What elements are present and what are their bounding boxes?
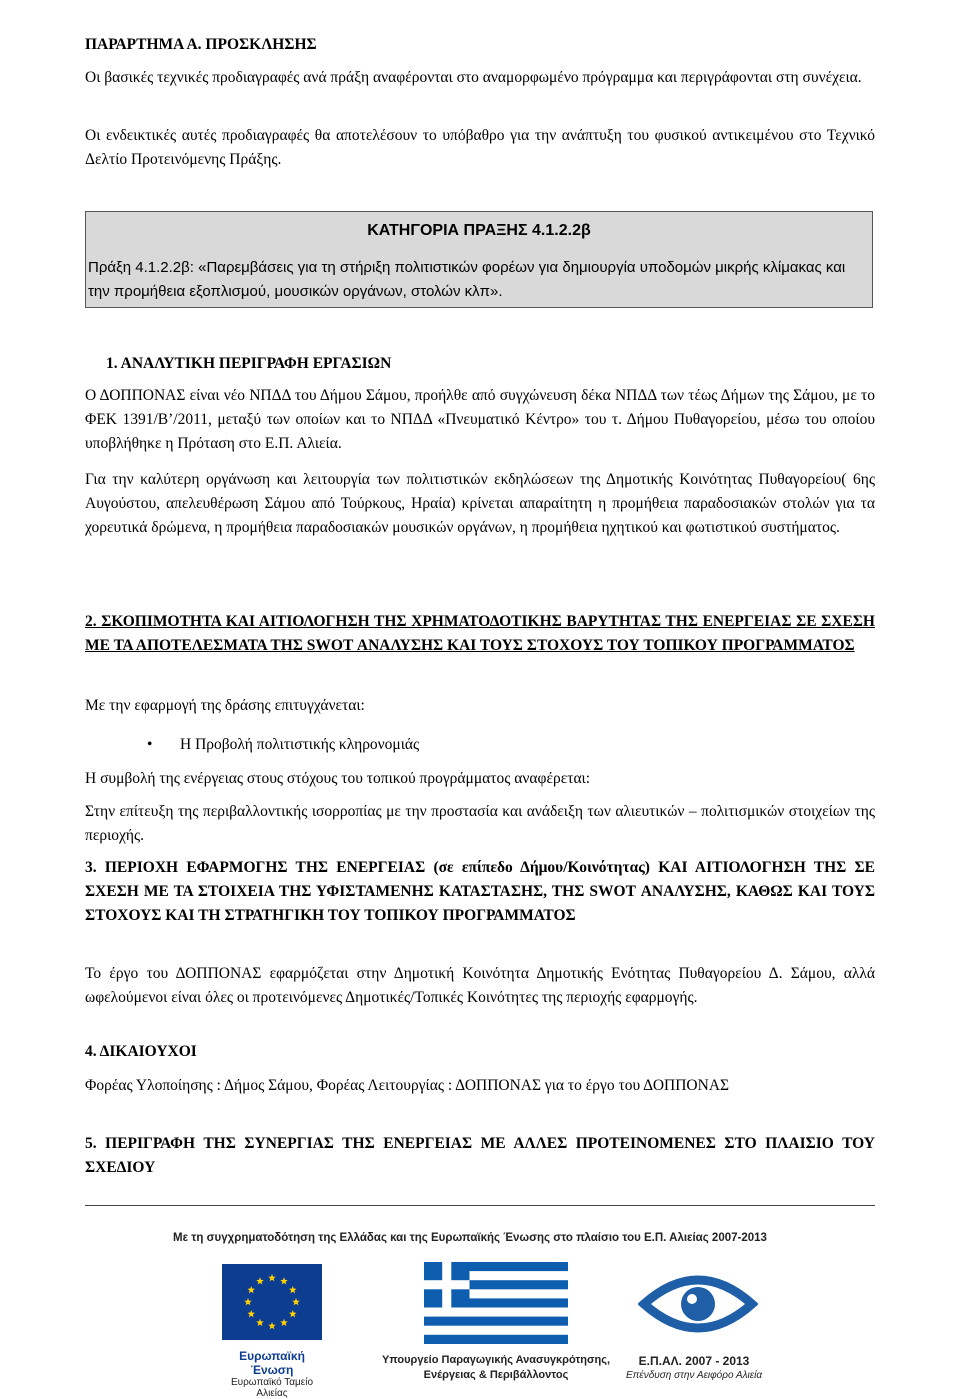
section2-title: 2. ΣΚΟΠΙΜΟΤΗΤΑ ΚΑΙ ΑΙΤΙΟΛΟΓΗΣΗ ΤΗΣ ΧΡΗΜΑΤΟΔΟΤΙΚΗΣ ΒΑΡΥΤΗΤΑΣ ΤΗΣ ΕΝΕΡΓΕΙΑΣ ΣΕ ΣΧΕΣΗ ΜΕ ΤΑ ΑΠΟΤΕΛΕΣΜΑΤΑ ΤΗΣ SWOT ΑΝΑΛΥΣΗΣ ΚΑΙ ΤΟΥΣ ΣΤΟΧΟΥΣ ΤΟΥ ΤΟΠΙΚΟΥ ΠΡΟΓΡΑΜΜΑΤΟΣ (85, 613, 875, 654)
eu-fund-caption: Ευρωπαϊκό Ταμείο Αλιείας (230, 1377, 314, 1399)
fish-eye-logo-icon (638, 1262, 758, 1344)
section2-paragraph-2: Η συμβολή της ενέργειας στους στόχους του τοπικού προγράμματος αναφέρεται: (85, 770, 591, 787)
eu-logo (218, 1262, 326, 1399)
section5-title: 5. ΠΕΡΙΓΡΑΦΗ ΤΗΣ ΣΥΝΕΡΓΙΑΣ ΤΗΣ ΕΝΕΡΓΕΙΑΣ ΜΕ ΑΛΛΕΣ ΠΡΟΤΕΙΝΟΜΕΝΕΣ ΣΤΟ ΠΛΑΙΣΙΟ ΤΟΥ ΣΧΕΔΙΟΥ (85, 1135, 875, 1176)
ministry-caption-2: Ενέργειας & Περιβάλλοντος (423, 1369, 569, 1381)
bullet-icon: • (147, 736, 153, 753)
ministry-caption-1: Υπουργείο Παραγωγικής Ανασυγκρότησης, (381, 1354, 611, 1366)
section4-title: 4. ΔΙΚΑΙΟΥΧΟΙ (85, 1043, 197, 1060)
bullet-text: Η Προβολή πολιτιστικής κληρονομιάς (180, 736, 420, 753)
eu-flag-icon (218, 1262, 326, 1344)
category-box (85, 211, 873, 308)
epal-caption-1: Ε.Π.ΑΛ. 2007 - 2013 (638, 1354, 750, 1368)
section2-paragraph-1: Με την εφαρμογή της δράσης επιτυγχάνεται: (85, 697, 365, 714)
category-text: Πράξη 4.1.2.2β: «Παρεμβάσεις για τη στήριξη πολιτιστικών φορέων για δημιουργία υποδομών μικρής κλίμακας και την προμήθεια εξοπλισμού, μουσικών οργάνων, στολών κλπ». (88, 259, 846, 300)
section2-paragraph-3: Στην επίτευξη της περιβαλλοντικής ισορροπίας με την προστασία και ανάδειξη των αλιευτικών – πολιτισμικών στοιχείων της περιοχής. (85, 803, 875, 844)
section4-paragraph-1: Φορέας Υλοποίησης : Δήμος Σάμου, Φορέας Λειτουργίας : ΔΟΠΠΟΝΑΣ για το έργο του ΔΟΠΠΟΝΑΣ (85, 1077, 730, 1094)
section3-paragraph-1: Το έργο του ΔΟΠΠΟΝΑΣ εφαρμόζεται στην Δημοτική Κοινότητα Δημοτικής Ενότητας Πυθαγορείου Δ. Σάμου, αλλά ωφελούμενοι είναι όλες οι προτεινόμενες Δημοτικές/Τοπικές Κοινότητες της περιοχής εφαρμογής. (85, 965, 875, 1006)
footer-divider (85, 1205, 875, 1206)
intro-paragraph-2: Οι ενδεικτικές αυτές προδιαγραφές θα αποτελέσουν το υπόβαθρο για την ανάπτυξη του φυσικού αντικειμένου στο Τεχνικό Δελτίο Προτεινόμενης Πράξης. (85, 127, 875, 168)
eu-caption: Ευρωπαϊκή Ένωση (239, 1349, 305, 1377)
epal-caption-2: Επένδυση στην Αειφόρο Αλιεία (625, 1370, 763, 1381)
annex-heading: ΠΑΡΑΡΤΗΜΑ Α. ΠΡΟΣΚΛΗΣΗΣ (85, 36, 317, 53)
section1-paragraph-2: Για την καλύτερη οργάνωση και λειτουργία των πολιτιστικών εκδηλώσεων της Δημοτικής Κοινότητας Πυθαγορείου( 6ης Αυγούστου, απελευθέρωση Σάμου από Τούρκους, Ηραία) κρίνεται απαραίτητη η προμήθεια παραδοσιακών στολών για τα χορευτικά δρώμενα, η προμήθεια παραδοσιακών μουσικών οργάνων, η προμήθεια ηχητικού και φωτιστικού συστήματος. (85, 471, 875, 536)
intro-paragraph-1: Οι βασικές τεχνικές προδιαγραφές ανά πράξη αναφέρονται στο αναμορφωμένο πρόγραμμα και περιγράφονται στη συνέχεια. (85, 69, 862, 86)
section1-paragraph-1: Ο ΔΟΠΠΟΝΑΣ είναι νέο ΝΠΔΔ του Δήμου Σάμου, προήλθε από συγχώνευση δέκα ΝΠΔΔ των τέως Δήμων της Σάμου, με το ΦΕΚ 1391/Β’/2011, μεταξύ των οποίων και το ΝΠΔΔ «Πνευματικό Κέντρο» του τ. Δήμου Πυθαγορείου, μέσω του οποίου υποβλήθηκε η Πρόταση στο Ε.Π. Αλιεία. (85, 387, 875, 452)
cofund-text: Με τη συγχρηματοδότηση της Ελλάδας και της Ευρωπαϊκής Ένωσης στο πλαίσιο του Ε.Π. Αλιείας 2007-2013 (173, 1232, 767, 1244)
ministry-logo (376, 1262, 616, 1386)
category-title: ΚΑΤΗΓΟΡΙΑ ΠΡΑΞΗΣ 4.1.2.2β (367, 222, 591, 239)
section1-title: 1. ΑΝΑΛΥΤΙΚΗ ΠΕΡΙΓΡΑΦΗ ΕΡΓΑΣΙΩΝ (106, 355, 392, 372)
epal-logo (610, 1262, 778, 1386)
section3-title: 3. ΠΕΡΙΟΧΗ ΕΦΑΡΜΟΓΗΣ ΤΗΣ ΕΝΕΡΓΕΙΑΣ (σε επίπεδο Δήμου/Κοινότητας) ΚΑΙ ΑΙΤΙΟΛΟΓΗΣΗ ΤΗΣ ΣΕ ΣΧΕΣΗ ΜΕ ΤΑ ΣΤΟΙΧΕΙΑ ΤΗΣ ΥΦΙΣΤΑΜΕΝΗΣ ΚΑΤΑΣΤΑΣΗΣ, ΤΗΣ SWOT ΑΝΑΛΥΣΗΣ, ΚΑΘΩΣ ΚΑΙ ΤΟΥΣ ΣΤΟΧΟΥΣ ΚΑΙ ΤΗ ΣΤΡΑΤΗΓΙΚΗ ΤΟΥ ΤΟΠΙΚΟΥ ΠΡΟΓΡΑΜΜΑΤΟΣ (85, 859, 875, 924)
greek-flag-icon (424, 1262, 568, 1344)
